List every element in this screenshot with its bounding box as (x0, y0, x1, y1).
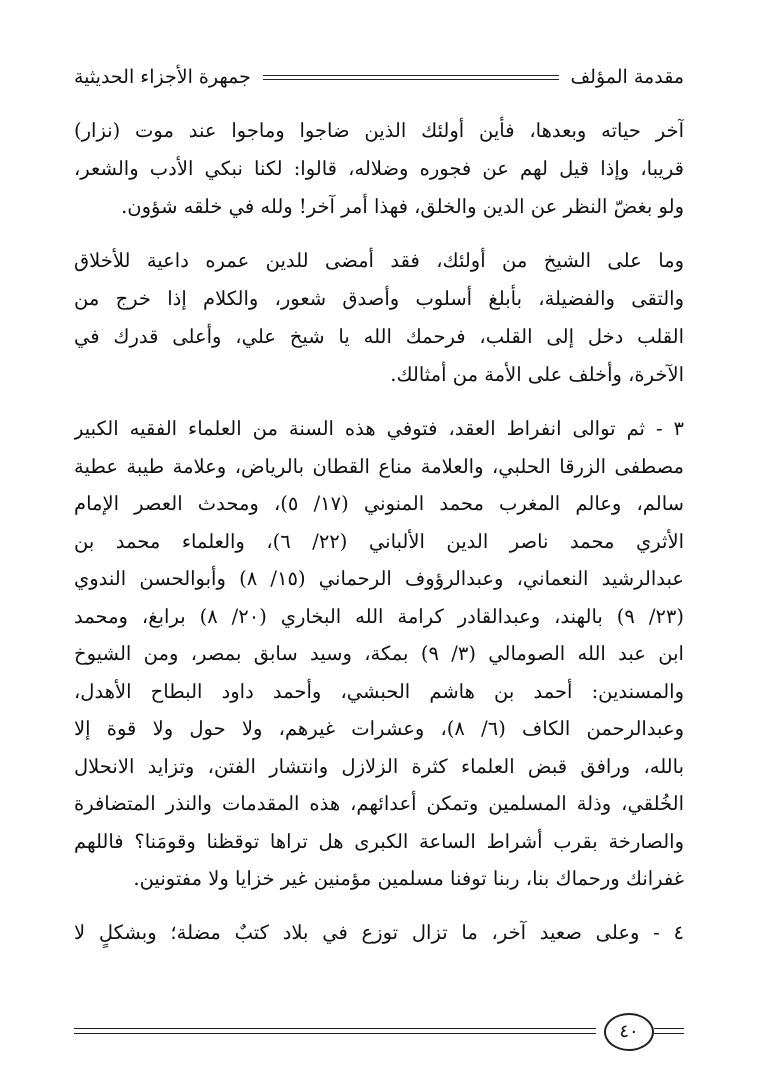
page-footer (74, 1010, 684, 1050)
footer-rule (654, 1033, 684, 1034)
text-line: سالم، وعالم المغرب محمد المنوني (١٧/ ٥)، ومحدث العصر الإمام (74, 492, 684, 515)
page-number: ٤٠ (604, 1013, 654, 1051)
header-rule (263, 75, 559, 80)
text-line: والمسندين: أحمد بن هاشم الحبشي، وأحمد داود البطاح الأهدل، (74, 679, 684, 703)
text-line: آخر حياته وبعدها، فأين أولئك الذين ضاجوا وماجوا عند موت (نزار) (74, 119, 684, 142)
paragraph-4 (74, 914, 684, 952)
text-line: ٣ - ثم توالى انفراط العقد، فتوفي هذه السنة من العلماء الفقيه الكبير (74, 417, 684, 440)
paragraph-3 (74, 410, 684, 898)
footer-rule (74, 1028, 596, 1029)
text-line: بالله، ورافق قبض العلماء كثرة الزلازل وانتشار الفتن، وتزايد الانحلال (74, 754, 684, 778)
text-line: غفرانك ورحماك بنا، ربنا توفنا مسلمين مؤمنين غير خزايا ولا مفتونين. (133, 867, 684, 890)
text-line: ٤ - وعلى صعيد آخر، ما تزال توزع في بلاد كتبٌ مضلة؛ وبشكلٍ لا (74, 920, 684, 944)
paragraph-1 (74, 112, 684, 226)
text-line: قريبا، وإذا قيل لهم عن فجوره وضلاله، قالوا: لكنا نبكي الأدب والشعر، (74, 157, 684, 180)
running-header (74, 60, 684, 94)
text-line: وعبدالرحمن الكاف (٦/ ٨)، وعشرات غيرهم، ولا حول ولا قوة إلا (74, 717, 684, 740)
text-line: مصطفى الزرقا الحلبي، والعلامة مناع القطان بالرياض، وعلامة طيبة عطية (74, 454, 684, 478)
text-line: الأثري محمد ناصر الدين الألباني (٢٢/ ٦)، والعلماء محمد بن (74, 529, 684, 553)
text-line: ابن عبد الله الصومالي (٣/ ٩) بمكة، وسيد سابق بمصر، ومن الشيوخ (74, 642, 684, 665)
text-line: (٢٣/ ٩) بالهند، وعبدالقادر كرامة الله البخاري (٢٠/ ٨) برابغ، ومحمد (74, 604, 684, 628)
book-title: جمهرة الأجزاء الحديثية (74, 66, 251, 88)
text-line: والصارخة بقرب أشراط الساعة الكبرى هل تراها توقظنا وقومَنا؟ فاللهم (74, 829, 684, 853)
paragraph-2 (74, 242, 684, 394)
page-body (74, 112, 684, 968)
text-line: القلب دخل إلى القلب، فرحمك الله يا شيخ علي، وأعلى قدرك في (74, 325, 684, 348)
footer-rule (74, 1033, 596, 1034)
text-line: عبدالرشيد النعماني، وعبدالرؤوف الرحماني (١٥/ ٨) وأبوالحسن الندوي (74, 567, 684, 590)
footer-rule (654, 1028, 684, 1029)
text-line: الآخرة، وأخلف على الأمة من أمثالك. (390, 363, 684, 386)
text-line: ولو بغضّ النظر عن الدين والخلق، فهذا أمر آخر! ولله في خلقه شؤون. (121, 195, 684, 218)
text-line: وما على الشيخ من أولئك، فقد أمضى للدين عمره داعية للأخلاق (74, 249, 684, 272)
section-title: مقدمة المؤلف (570, 66, 684, 88)
text-line: الخُلقي، وذلة المسلمين وتمكن أعدائهم، هذه المقدمات والنذر المتضافرة (74, 792, 684, 815)
text-line: والتقى والفضيلة، بأبلغ أسلوب وأصدق شعور، والكلام إذا خرج من (74, 287, 684, 310)
